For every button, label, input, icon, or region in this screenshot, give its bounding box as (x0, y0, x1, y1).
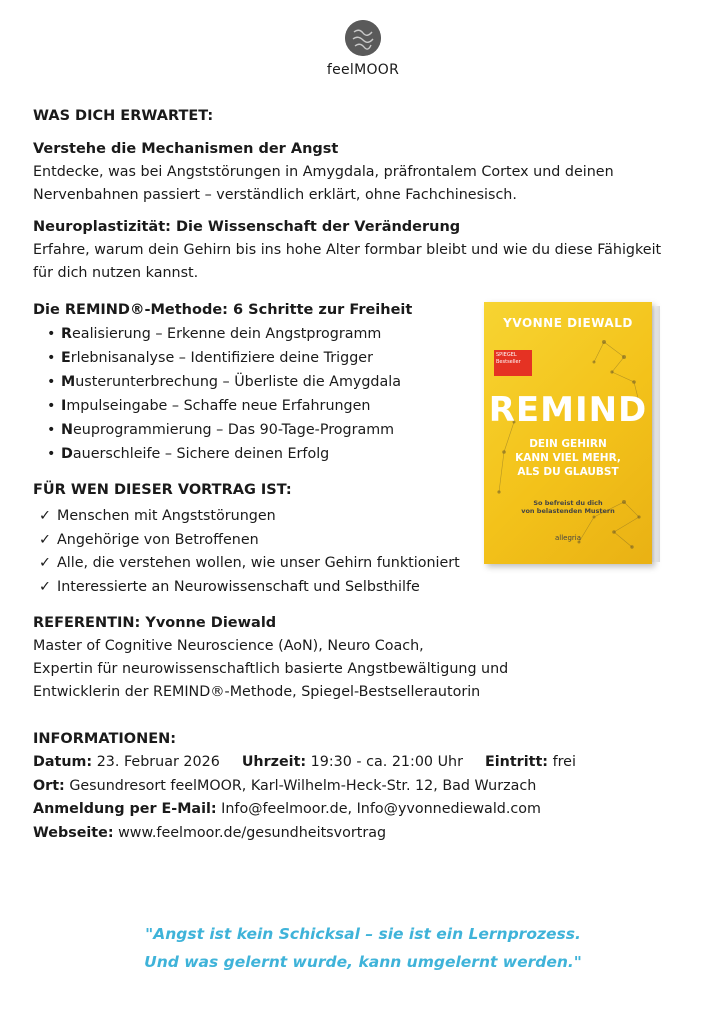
list-item: ✓ Alle, die verstehen wollen, wie unser Gehirn funktioniert (39, 552, 693, 576)
bullet-icon: • (47, 422, 56, 438)
email-label: Anmeldung per E-Mail: (33, 801, 217, 817)
audience-heading: FÜR WEN DIESER VORTRAG IST: (33, 482, 292, 498)
quote-line: "Angst ist kein Schicksal – sie ist ein Lernprozess. (145, 925, 581, 943)
closing-quote (0, 920, 726, 976)
quote-line: Und was gelernt wurde, kann umgelernt werden." (144, 953, 582, 971)
topic-title: Verstehe die Mechanismen der Angst (33, 141, 339, 157)
logo (0, 20, 726, 78)
time-value: 19:30 - ca. 21:00 Uhr (310, 754, 463, 770)
date-label: Datum: (33, 754, 93, 770)
date-value: 23. Februar 2026 (96, 754, 220, 770)
list-item: • Neuprogrammierung – Das 90-Tage-Programm (47, 418, 693, 442)
email-value[interactable]: Info@feelmoor.de, Info@yvonnediewald.com (221, 801, 541, 817)
topic-block (33, 216, 693, 285)
bestseller-badge: SPIEGEL Bestseller (494, 350, 532, 376)
info-email (33, 798, 693, 822)
speaker-line: Master of Cognitive Neuroscience (AoN), Neuro Coach, (33, 638, 424, 654)
entry-value: frei (552, 754, 576, 770)
info-website (33, 822, 693, 846)
topic-title: Neuroplastizität: Die Wissenschaft der Veränderung (33, 219, 461, 235)
list-item: ✓ Menschen mit Angststörungen (39, 505, 693, 529)
logo-icon (345, 20, 381, 56)
topic-text: Entdecke, was bei Angststörungen in Amygdala, präfrontalem Cortex und deinen Nervenbahnen passiert – verständlich erklärt, ohne Fachchinesisch. (33, 164, 614, 203)
place-value: Gesundresort feelMOOR, Karl-Wilhelm-Heck-Str. 12, Bad Wurzach (69, 777, 537, 794)
check-icon: ✓ (39, 555, 51, 571)
bullet-icon: • (47, 350, 56, 366)
logo-text: feelMOOR (326, 62, 400, 78)
list-item: • Musterunterbrechung – Überliste die Amygdala (47, 370, 693, 394)
entry-label: Eintritt: (484, 754, 549, 770)
speaker-block (33, 612, 693, 704)
bullet-icon: • (47, 446, 56, 462)
speaker-heading: REFERENTIN: Yvonne Diewald (33, 615, 277, 631)
web-label: Webseite: (33, 824, 114, 841)
bullet-icon: • (47, 398, 56, 414)
topic-block (33, 138, 693, 207)
book-subtitle: DEIN GEHIRN KANN VIEL MEHR, ALS DU GLAUBST (515, 438, 621, 478)
speaker-line: Expertin für neurowissenschaftlich basierte Angstbewältigung und (33, 661, 509, 677)
book-tagline: So befreist du dich von belastenden Mustern (521, 499, 615, 515)
section-heading-expect: WAS DICH ERWARTET: (33, 108, 214, 124)
list-item: • Erlebnisanalyse – Identifiziere deine Trigger (47, 346, 693, 370)
topic-text: Erfahre, warum dein Gehirn bis ins hohe Alter formbar bleibt und wie du diese Fähigkeit für dich nutzen kannst. (33, 242, 662, 281)
list-item: • Realisierung – Erkenne dein Angstprogramm (47, 322, 693, 346)
check-icon: ✓ (39, 578, 51, 595)
book-title: REMIND (488, 390, 648, 430)
list-item: ✓ Angehörige von Betroffenen (39, 529, 693, 553)
book-publisher: allegria (554, 534, 582, 542)
info-heading: INFORMATIONEN: (33, 731, 177, 747)
list-item: • Dauerschleife – Sichere deinen Erfolg (47, 442, 693, 466)
list-item: • Impulseingabe – Schaffe neue Erfahrungen (47, 394, 693, 418)
time-label: Uhrzeit: (241, 754, 307, 770)
method-title: Die REMIND®-Methode: 6 Schritte zur Freiheit (33, 302, 413, 318)
book-author: YVONNE DIEWALD (503, 316, 633, 330)
speaker-line: Entwicklerin der REMIND®-Methode, Spiegel-Bestsellerautorin (33, 684, 481, 700)
check-icon: ✓ (39, 508, 51, 524)
list-item: ✓ Interessierte an Neurowissenschaft und Selbsthilfe (39, 576, 693, 600)
place-label: Ort: (33, 777, 65, 794)
check-icon: ✓ (39, 531, 51, 548)
book-cover (484, 302, 652, 564)
bullet-icon: • (47, 374, 56, 390)
website-link[interactable]: www.feelmoor.de/gesundheitsvortrag (118, 824, 387, 841)
info-place (33, 775, 693, 799)
info-date-time (33, 751, 693, 775)
info-block (33, 728, 693, 845)
bullet-icon: • (47, 326, 56, 342)
network-dots-decoration (484, 302, 652, 564)
